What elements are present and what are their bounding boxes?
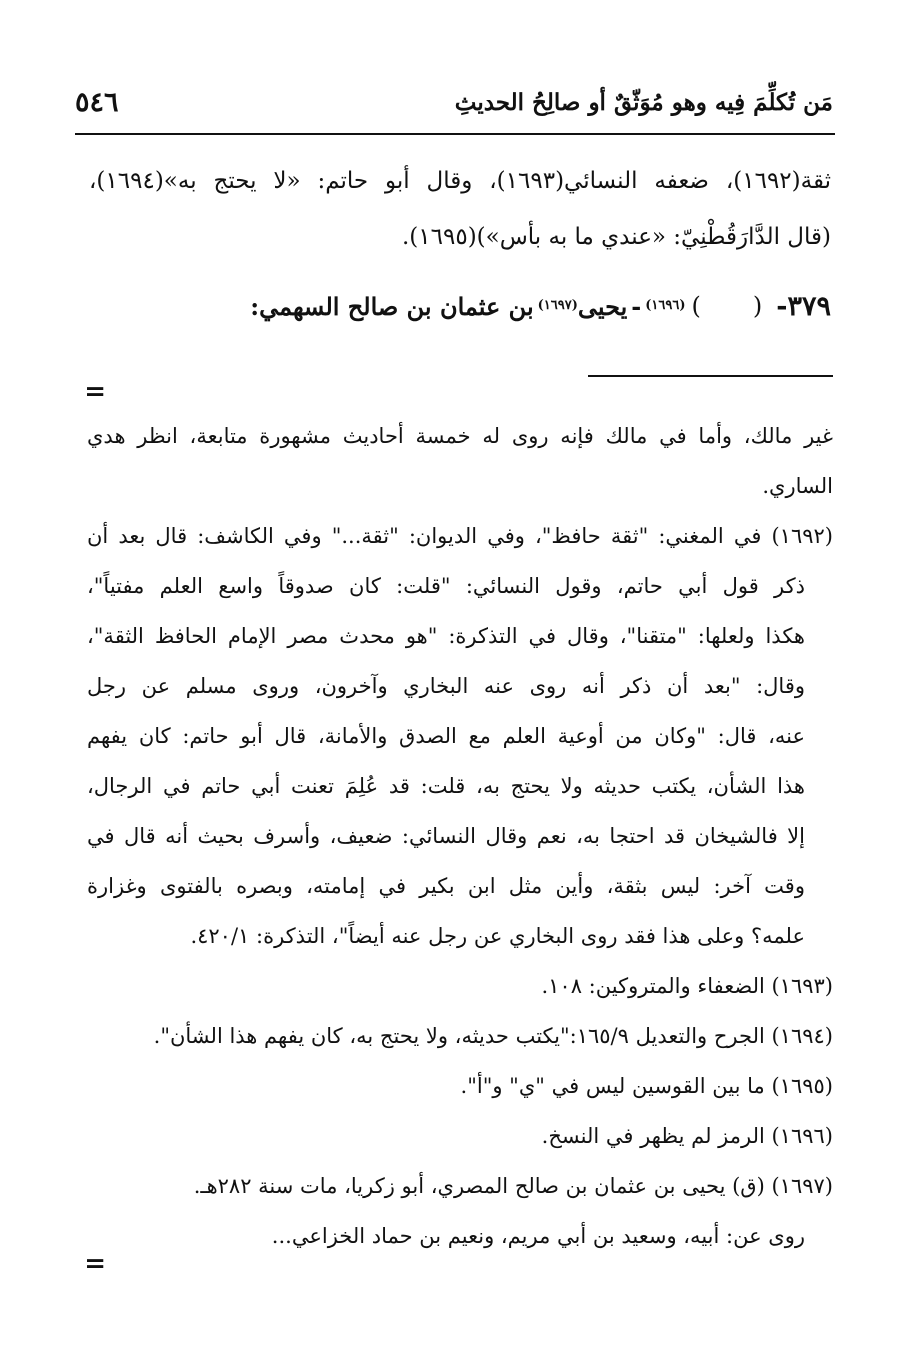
entry-number: ٣٧٩- — [776, 290, 831, 322]
entry-dash: - — [631, 291, 642, 321]
running-header — [75, 78, 833, 126]
footnote-line: عنه، قال: "وكان من أوعية العلم مع الصدق والأمانة، قال أبو حاتم: كان يفهم — [87, 724, 805, 748]
footnote-line: (١٦٩٥) ما بين القوسين ليس في "ي" و"أ". — [460, 1074, 833, 1098]
footnote-line: (١٦٩٦) الرمز لم يظهر في النسخ. — [541, 1124, 833, 1148]
main-text-line: ثقة(١٦٩٢)، ضعفه النسائي(١٦٩٣)، وقال أبو حاتم: «لا يحتج به»(١٦٩٤)، — [89, 168, 831, 194]
footnote-line: الساري. — [762, 474, 833, 498]
footnote-line: وقت آخر: ليس بثقة، وأين مثل ابن بكير في إمامته، وبصره بالفتوى وغزارة — [87, 874, 805, 898]
footnotes — [87, 411, 833, 1261]
footnote-line: إلا فالشيخان قد احتجا به، نعم وقال النسائي: ضعيف، وأسرف بحيث أنه قال في — [87, 824, 805, 848]
footnote-line: ذكر قول أبي حاتم، وقول النسائي: "قلت: كان صدوقاً واسع العلم مفتياً"، — [87, 574, 805, 598]
running-title: مَن تُكلِّمَ فِيه وهو مُوَثّقٌ أو صالِحُ الحديثِ — [454, 88, 833, 116]
footnote-line: (١٦٩٣) الضعفاء والمتروكين: ١٠٨. — [541, 974, 833, 998]
continuation-mark: = — [84, 1249, 106, 1279]
footnote-line: روى عن: أبيه، وسعيد بن أبي مريم، ونعيم بن حماد الخزاعي... — [271, 1224, 805, 1248]
entry-name-first: يحيى — [577, 291, 628, 321]
footnote-line: (١٦٩٤) الجرح والتعديل ١٦٥/٩:"يكتب حديثه، ولا يحتج به، كان يفهم هذا الشأن". — [153, 1024, 833, 1048]
entry-close-bracket: ) — [691, 292, 701, 320]
entry-open-bracket: ( — [752, 292, 763, 320]
footnote-line: علمه؟ وعلى هذا فقد روى البخاري عن رجل عنه أيضاً"، التذكرة: ٤٢٠/١. — [190, 924, 805, 948]
main-text — [89, 153, 831, 265]
footnote-line: هذا الشأن، يكتب حديثه ولا يحتج به، قلت: قد عُلِمَ تعنت أبي حاتم في الرجال، — [87, 774, 805, 798]
footnote-line: وقال: "بعد أن ذكر أنه روى عنه البخاري وآخرون، وروى مسلم عن رجل — [87, 674, 805, 698]
footnote-line: هكذا ولعلها: "متقنا"، وقال في التذكرة: "هو محدث مصر الإمام الحافظ الثقة"، — [87, 624, 805, 648]
footnote-separator — [588, 375, 833, 377]
footnote-line: (١٦٩٧) (ق) يحيى بن عثمان بن صالح المصري، أبو زكريا، مات سنة ٢٨٢هـ. — [193, 1174, 833, 1198]
header-rule — [75, 133, 835, 135]
page-number: ٥٤٦ — [75, 86, 119, 118]
continuation-mark: = — [84, 377, 106, 407]
footnote-line: غير مالك، وأما في مالك فإنه روى له خمسة أحاديث مشهورة متابعة، انظر هدي — [87, 424, 833, 448]
main-text-line: (قال الدَّارَقُطْنِيّ: «عندي ما به بأس»)(١٦٩٥). — [401, 224, 831, 250]
footnote-line: (١٦٩٢) في المغني: "ثقة حافظ"، وفي الديوان: "ثقة..." وفي الكاشف: قال بعد أن — [87, 524, 833, 548]
entry-name-rest: بن عثمان بن صالح السهمي: — [250, 291, 534, 321]
entry-heading: ٣٧٩- ( ) (١٦٩٦) - يحيى (١٦٩٧) بن عثمان بن صالح السهمي: — [250, 290, 831, 322]
